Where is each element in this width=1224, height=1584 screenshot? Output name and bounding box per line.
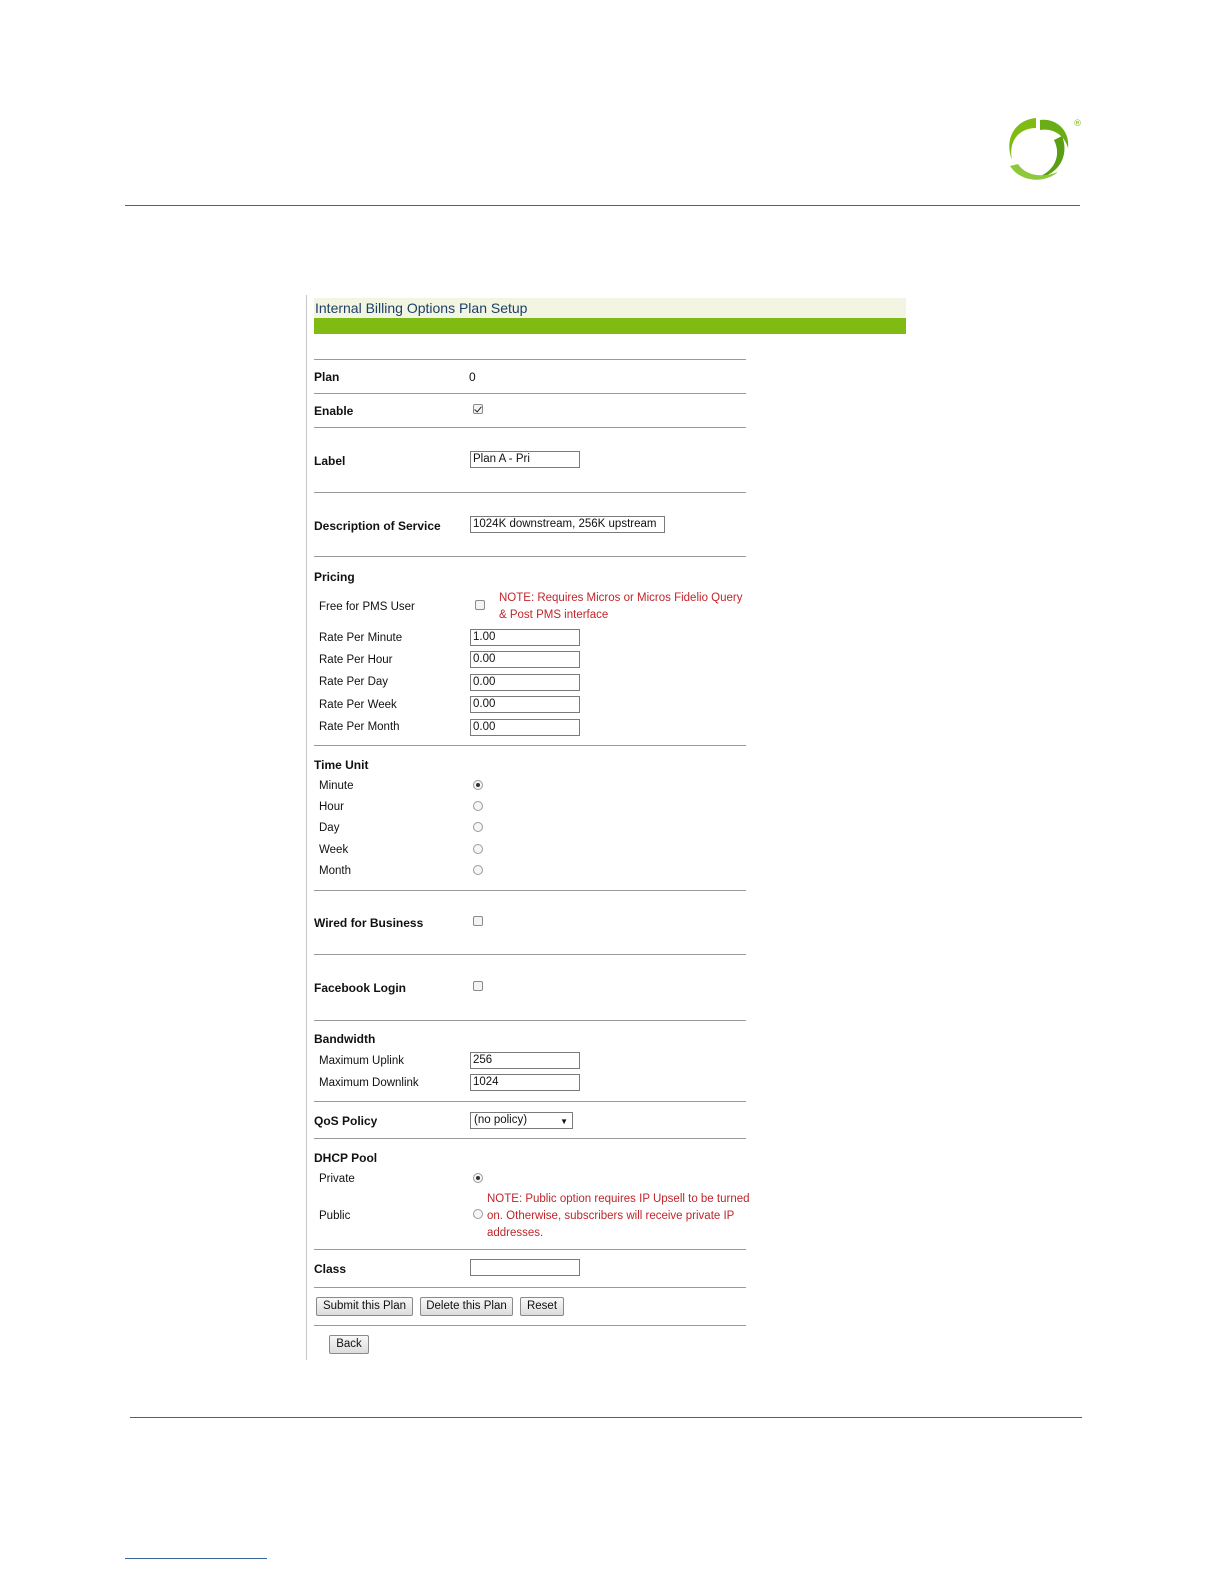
rate-per-day-input[interactable]: 0.00 — [470, 674, 580, 691]
class-input[interactable] — [470, 1259, 580, 1276]
rate-per-minute-label: Rate Per Minute — [319, 632, 403, 644]
rate-per-week-input[interactable]: 0.00 — [470, 696, 580, 713]
dhcp-public-radio[interactable] — [473, 1209, 483, 1219]
wired-business-checkbox[interactable] — [473, 916, 483, 926]
time-unit-minute-label: Minute — [319, 780, 354, 792]
divider — [314, 359, 746, 360]
plan-setup-form — [306, 295, 907, 1360]
reset-button[interactable]: Reset — [520, 1297, 564, 1316]
wired-business-label: Wired for Business — [314, 916, 424, 930]
divider — [314, 1101, 746, 1102]
time-unit-day-radio[interactable] — [473, 822, 483, 832]
submit-plan-button[interactable]: Submit this Plan — [316, 1297, 413, 1316]
rate-per-hour-input[interactable]: 0.00 — [470, 651, 580, 668]
time-unit-week-label: Week — [319, 844, 349, 856]
page-title: Internal Billing Options Plan Setup — [315, 300, 528, 316]
max-uplink-input[interactable]: 256 — [470, 1052, 580, 1069]
enable-checkbox[interactable] — [473, 404, 483, 414]
qos-policy-select[interactable] — [470, 1112, 573, 1129]
dhcp-public-note — [487, 1191, 750, 1242]
plan-label: Plan — [314, 370, 340, 384]
description-label: Description of Service — [314, 519, 441, 533]
registered-mark: ® — [1073, 119, 1082, 129]
dhcp-public-label: Public — [319, 1210, 351, 1222]
dropdown-arrow-icon: ▼ — [560, 1117, 568, 1126]
dhcp-note-line-3: addresses. — [487, 1227, 544, 1239]
label-input[interactable]: Plan A - Pri — [470, 451, 580, 468]
rate-per-week-label: Rate Per Week — [319, 699, 397, 711]
time-unit-month-label: Month — [319, 865, 351, 877]
time-unit-day-label: Day — [319, 822, 340, 834]
header-rule — [125, 205, 1080, 206]
pricing-heading: Pricing — [314, 570, 355, 584]
pms-note-line-2: & Post PMS interface — [499, 609, 609, 621]
divider — [314, 745, 746, 746]
max-uplink-label: Maximum Uplink — [319, 1055, 404, 1067]
form-header — [314, 298, 906, 318]
delete-plan-button[interactable]: Delete this Plan — [420, 1297, 513, 1316]
company-logo-icon — [996, 110, 1086, 190]
dhcp-note-line-2: on. Otherwise, subscribers will receive private IP — [487, 1210, 735, 1222]
qos-policy-value: (no policy) — [474, 1114, 528, 1126]
time-unit-month-radio[interactable] — [473, 865, 483, 875]
pms-note-line-1: NOTE: Requires Micros or Micros Fidelio Query — [499, 592, 743, 604]
dhcp-pool-heading: DHCP Pool — [314, 1151, 378, 1165]
enable-label: Enable — [314, 404, 354, 418]
facebook-login-checkbox[interactable] — [473, 981, 483, 991]
rate-per-hour-label: Rate Per Hour — [319, 654, 393, 666]
divider — [314, 1138, 746, 1139]
divider — [314, 890, 746, 891]
footer-link-underline — [125, 1558, 267, 1559]
dhcp-private-label: Private — [319, 1173, 355, 1185]
divider — [314, 1020, 746, 1021]
divider — [314, 427, 746, 428]
max-downlink-input[interactable]: 1024 — [470, 1074, 580, 1091]
dhcp-note-line-1: NOTE: Public option requires IP Upsell to be turned — [487, 1193, 750, 1205]
max-downlink-label: Maximum Downlink — [319, 1077, 419, 1089]
divider — [314, 393, 746, 394]
class-label: Class — [314, 1262, 347, 1276]
description-input[interactable]: 1024K downstream, 256K upstream — [470, 516, 665, 533]
bandwidth-heading: Bandwidth — [314, 1032, 376, 1046]
dhcp-private-radio[interactable] — [473, 1173, 483, 1183]
rate-per-day-label: Rate Per Day — [319, 676, 389, 688]
divider — [314, 492, 746, 493]
rate-per-month-label: Rate Per Month — [319, 721, 400, 733]
time-unit-hour-label: Hour — [319, 801, 344, 813]
accent-bar — [314, 318, 906, 334]
rate-per-month-input[interactable]: 0.00 — [470, 719, 580, 736]
time-unit-week-radio[interactable] — [473, 844, 483, 854]
time-unit-minute-radio[interactable] — [473, 780, 483, 790]
free-pms-checkbox[interactable] — [475, 600, 485, 610]
divider — [314, 954, 746, 955]
footer-rule — [130, 1417, 1082, 1418]
divider — [314, 1287, 746, 1288]
free-pms-label: Free for PMS User — [319, 601, 415, 613]
time-unit-heading: Time Unit — [314, 758, 369, 772]
rate-per-minute-input[interactable]: 1.00 — [470, 629, 580, 646]
pms-note — [499, 590, 742, 624]
divider — [314, 1249, 746, 1250]
label-field-label: Label — [314, 454, 346, 468]
divider — [314, 1325, 746, 1326]
divider — [314, 556, 746, 557]
back-button[interactable]: Back — [329, 1335, 369, 1354]
plan-value: 0 — [469, 370, 476, 384]
facebook-login-label: Facebook Login — [314, 981, 407, 995]
time-unit-hour-radio[interactable] — [473, 801, 483, 811]
qos-policy-label: QoS Policy — [314, 1114, 378, 1128]
